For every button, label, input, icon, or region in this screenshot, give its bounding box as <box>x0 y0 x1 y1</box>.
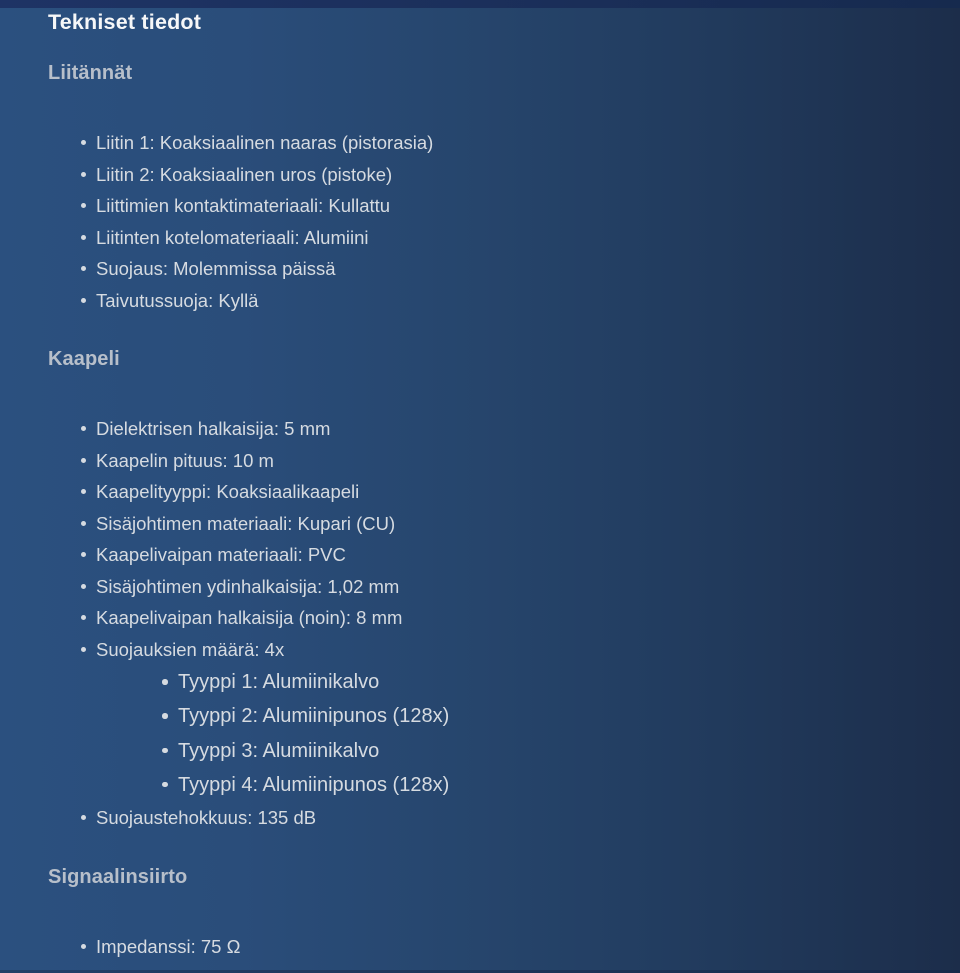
sub-spec-item: Tyyppi 1: Alumiinikalvo <box>178 665 920 699</box>
spec-item-text: Kaapelin pituus: 10 m <box>96 449 274 471</box>
spec-item-text: Kaapelivaipan materiaali: PVC <box>96 544 346 565</box>
spec-item <box>96 634 920 803</box>
spec-item-text: Kaapelivaipan halkaisija (noin): 8 mm <box>96 607 403 628</box>
spec-item-text: Sisäjohtimen ydinhalkaisija: 1,02 mm <box>96 575 400 597</box>
spec-item-text: Suojaustehokkuus: 135 dB <box>96 807 317 829</box>
spec-item <box>96 222 920 254</box>
spec-list <box>48 413 920 834</box>
spec-item <box>96 413 920 445</box>
spec-item-text: Liitinten kotelomateriaali: Alumiini <box>96 226 369 248</box>
spec-item <box>96 159 920 191</box>
page-title: Tekniset tiedot <box>48 10 202 34</box>
spec-item <box>96 602 920 634</box>
spec-item <box>96 445 920 477</box>
spec-item <box>96 127 920 159</box>
specs-content <box>0 8 960 962</box>
sub-spec-item: Tyyppi 3: Alumiinikalvo <box>178 734 920 768</box>
top-edge-strip <box>0 0 960 8</box>
spec-item <box>96 931 920 963</box>
spec-item-text: Impedanssi: 75 Ω <box>96 935 241 957</box>
section-heading: Kaapeli <box>48 348 120 370</box>
spec-item-text: Liitin 2: Koaksiaalinen uros (pistoke) <box>96 163 393 185</box>
spec-item-text: Liitin 1: Koaksiaalinen naaras (pistorasia) <box>96 132 434 153</box>
section-heading: Liitännät <box>48 62 133 84</box>
spec-list <box>48 931 920 963</box>
spec-item-text: Kaapelityyppi: Koaksiaalikaapeli <box>96 481 360 502</box>
spec-item <box>96 476 920 508</box>
sub-spec-list <box>96 665 920 802</box>
spec-item-text: Suojauksien määrä: 4x <box>96 638 285 660</box>
spec-item <box>96 571 920 603</box>
spec-item <box>96 253 920 285</box>
spec-list <box>48 127 920 316</box>
sub-spec-item: Tyyppi 4: Alumiinipunos (128x) <box>178 768 920 802</box>
spec-item-text: Taivutussuoja: Kyllä <box>96 289 259 311</box>
spec-item <box>96 285 920 317</box>
spec-item <box>96 508 920 540</box>
section-heading: Signaalinsiirto <box>48 865 188 888</box>
spec-item <box>96 539 920 571</box>
sub-spec-item: Tyyppi 2: Alumiinipunos (128x) <box>178 699 920 733</box>
spec-item-text: Sisäjohtimen materiaali: Kupari (CU) <box>96 512 396 534</box>
spec-item-text: Suojaus: Molemmissa päissä <box>96 258 336 279</box>
spec-item-text: Liittimien kontaktimateriaali: Kullattu <box>96 195 391 216</box>
spec-item <box>96 802 920 834</box>
spec-item-text: Dielektrisen halkaisija: 5 mm <box>96 418 331 439</box>
spec-item <box>96 190 920 222</box>
